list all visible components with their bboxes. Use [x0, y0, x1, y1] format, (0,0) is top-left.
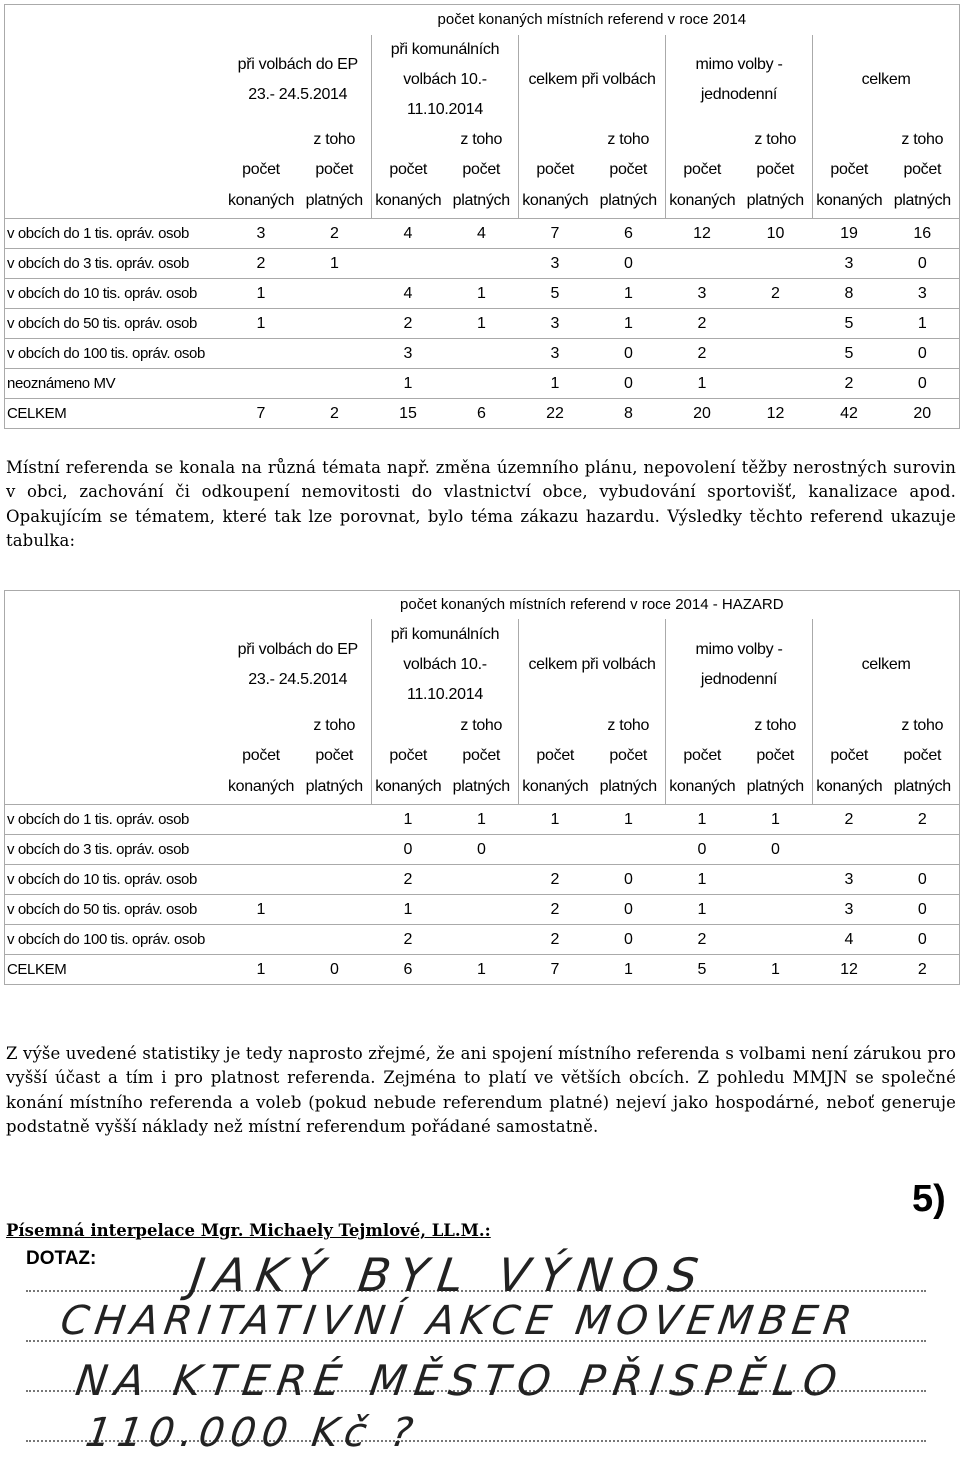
- ztoho-label: z toho: [754, 130, 797, 148]
- table-cell: 0: [592, 339, 666, 369]
- platnych-label: platných: [886, 771, 960, 805]
- group-header-mimo-volby: mimo volby - jednodenní: [666, 35, 813, 125]
- table-cell: 2: [666, 309, 739, 339]
- table-cell: 4: [445, 219, 519, 249]
- table-cell: 1: [886, 309, 960, 339]
- table-cell: 2: [813, 369, 886, 399]
- table-cell: 1: [592, 805, 666, 835]
- table-cell: [739, 339, 813, 369]
- pocet-label: počet: [813, 741, 886, 771]
- table-cell: 3: [519, 339, 592, 369]
- table-title: počet konaných místních referend v roce 2014 - HAZARD: [225, 591, 960, 619]
- row-label: CELKEM: [5, 955, 225, 985]
- row-label: v obcích do 10 tis. opráv. osob: [5, 865, 225, 895]
- table-row: [5, 955, 960, 985]
- group-header-celkem-volby: celkem při volbách: [519, 619, 666, 711]
- question-label: DOTAZ:: [26, 1248, 97, 1269]
- referenda-table: [4, 4, 960, 429]
- konanych-label: konaných: [813, 771, 886, 805]
- table-cell: [445, 925, 519, 955]
- question-form: [26, 1248, 960, 1469]
- table-cell: 3: [813, 249, 886, 279]
- table-row: [5, 925, 960, 955]
- table-cell: [298, 865, 372, 895]
- table-cell: 1: [592, 309, 666, 339]
- table-cell: 5: [666, 955, 739, 985]
- table-cell: 2: [372, 865, 445, 895]
- table-cell: 5: [813, 339, 886, 369]
- group-header-ep: při volbách do EP 23.- 24.5.2014: [237, 55, 358, 103]
- table-cell: 1: [592, 955, 666, 985]
- table-cell: [519, 835, 592, 865]
- ztoho-label: z toho: [754, 716, 797, 734]
- ztoho-label: z toho: [607, 130, 650, 148]
- platnych-label: platných: [599, 778, 657, 796]
- table-cell: 1: [445, 309, 519, 339]
- pocet-label: počet: [666, 741, 739, 771]
- table-cell: [298, 895, 372, 925]
- pocet-label: počet: [242, 746, 280, 764]
- platnych-label: platných: [452, 192, 510, 210]
- table-cell: 3: [886, 279, 960, 309]
- table-cell: 2: [519, 865, 592, 895]
- pocet-label: počet: [315, 746, 354, 764]
- table-cell: [445, 865, 519, 895]
- ztoho-label: z toho: [313, 130, 356, 148]
- table-cell: 3: [519, 309, 592, 339]
- handwritten-line-2: CHARITATIVNÍ AKCE MOVEMBER: [57, 1298, 861, 1344]
- table-cell: 8: [813, 279, 886, 309]
- table-cell: 1: [225, 309, 298, 339]
- pocet-label: počet: [372, 155, 445, 185]
- table-cell: [298, 339, 372, 369]
- group-header-ep: při volbách do EP 23.- 24.5.2014: [237, 640, 358, 688]
- table-cell: 1: [225, 895, 298, 925]
- ztoho-label: z toho: [313, 716, 356, 734]
- table-cell: 2: [813, 805, 886, 835]
- row-label: v obcích do 50 tis. opráv. osob: [5, 309, 225, 339]
- table-cell: 1: [666, 865, 739, 895]
- table-cell: 2: [372, 309, 445, 339]
- paragraph-conclusion: Z výše uvedené statistiky je tedy naprosto zřejmé, že ani spojení místního referenda s volbami není zárukou pro vyšší účast a tím i pro platnost referenda. Zejména to platí ve větších obcích. Z pohledu MMJN se společné konání místního referenda a voleb (pokud nebude referendum platné) nejeví jako hospodárné, neboť generuje podstatně vyšší náklady než místní referendum pořádané samostatně.: [6, 1043, 956, 1137]
- platnych-label: platných: [746, 778, 804, 796]
- row-label: CELKEM: [5, 399, 225, 429]
- row-label: v obcích do 100 tis. opráv. osob: [5, 925, 225, 955]
- handwritten-line-4: 110.000 Kč ?: [82, 1410, 422, 1456]
- table-cell: 0: [592, 925, 666, 955]
- table-cell: 0: [666, 835, 739, 865]
- table-cell: 0: [886, 925, 960, 955]
- table-cell: 2: [298, 399, 372, 429]
- table-cell: 22: [519, 399, 592, 429]
- table-cell: 0: [592, 249, 666, 279]
- table-cell: [298, 805, 372, 835]
- table-cell: 42: [813, 399, 886, 429]
- ztoho-label: z toho: [886, 125, 960, 155]
- table-cell: [298, 309, 372, 339]
- table-cell: 1: [666, 805, 739, 835]
- table-cell: [445, 339, 519, 369]
- table-cell: [298, 835, 372, 865]
- pocet-label: počet: [609, 160, 648, 178]
- table-cell: 4: [372, 219, 445, 249]
- item-number: 5): [912, 1178, 946, 1220]
- table-cell: 1: [739, 805, 813, 835]
- table-row: [5, 219, 960, 249]
- pocet-label: počet: [756, 746, 795, 764]
- table-cell: 0: [886, 249, 960, 279]
- table-cell: [372, 249, 445, 279]
- pocet-label: počet: [519, 155, 592, 185]
- table-cell: 10: [739, 219, 813, 249]
- table-cell: 0: [886, 339, 960, 369]
- pocet-label: počet: [315, 160, 354, 178]
- table-cell: [225, 925, 298, 955]
- table-cell: 1: [445, 955, 519, 985]
- table-cell: 6: [592, 219, 666, 249]
- group-header-mimo-volby: mimo volby - jednodenní: [666, 619, 813, 711]
- table-cell: 1: [372, 369, 445, 399]
- pocet-label: počet: [462, 746, 501, 764]
- table-cell: 3: [225, 219, 298, 249]
- table-cell: [739, 895, 813, 925]
- table-cell: 0: [592, 369, 666, 399]
- table-cell: 6: [372, 955, 445, 985]
- table-cell: [225, 805, 298, 835]
- row-label: v obcích do 10 tis. opráv. osob: [5, 279, 225, 309]
- paragraph-topics: Místní referenda se konala na různá témata např. změna územního plánu, nepovolení těžby nerostných surovin v obci, zachování či odkoupení nemovitosti do vlastnictví obce, vybudování sportovišť, kanalizace apod. Opakujícím se tématem, které tak lze porovnat, bylo téma zákazu hazardu. Výsledky těchto referend ukazuje tabulka:: [6, 457, 956, 551]
- row-label: v obcích do 50 tis. opráv. osob: [5, 895, 225, 925]
- pocet-label: počet: [886, 741, 960, 771]
- table-cell: 1: [372, 805, 445, 835]
- table-cell: 1: [592, 279, 666, 309]
- table-cell: 20: [666, 399, 739, 429]
- table-cell: [886, 835, 960, 865]
- table-cell: 2: [666, 925, 739, 955]
- table-cell: 0: [445, 835, 519, 865]
- table-cell: 16: [886, 219, 960, 249]
- table-cell: 12: [739, 399, 813, 429]
- table-cell: 1: [666, 369, 739, 399]
- pocet-label: počet: [609, 746, 648, 764]
- platnych-label: platných: [886, 185, 960, 219]
- pocet-label: počet: [666, 155, 739, 185]
- pocet-label: počet: [519, 741, 592, 771]
- table-cell: [445, 369, 519, 399]
- table-cell: 4: [372, 279, 445, 309]
- table-cell: 5: [519, 279, 592, 309]
- table-cell: 15: [372, 399, 445, 429]
- table-cell: 2: [739, 279, 813, 309]
- pocet-label: počet: [242, 160, 280, 178]
- table-cell: [298, 925, 372, 955]
- table-row: [5, 339, 960, 369]
- table-cell: 1: [445, 279, 519, 309]
- row-label: neoznámeno MV: [5, 369, 225, 399]
- pocet-label: počet: [886, 155, 960, 185]
- table-cell: 19: [813, 219, 886, 249]
- konanych-label: konaných: [227, 192, 295, 210]
- ztoho-label: z toho: [607, 716, 650, 734]
- ztoho-label: z toho: [460, 716, 503, 734]
- table-cell: 5: [813, 309, 886, 339]
- table-cell: 1: [372, 895, 445, 925]
- handwritten-line-3: NA KTERÉ MĚSTO PŘISPĚLO: [72, 1356, 848, 1405]
- table-cell: 8: [592, 399, 666, 429]
- row-label: v obcích do 3 tis. opráv. osob: [5, 249, 225, 279]
- konanych-label: konaných: [519, 185, 592, 219]
- table-cell: [739, 925, 813, 955]
- table-cell: [225, 339, 298, 369]
- table-cell: [739, 309, 813, 339]
- table-cell: 2: [519, 925, 592, 955]
- konanych-label: konaných: [813, 185, 886, 219]
- table-cell: 2: [372, 925, 445, 955]
- platnych-label: platných: [305, 778, 363, 796]
- table-cell: 2: [886, 955, 960, 985]
- konanych-label: konaných: [372, 185, 445, 219]
- table-cell: [592, 835, 666, 865]
- platnych-label: platných: [452, 778, 510, 796]
- ztoho-label: z toho: [460, 130, 503, 148]
- platnych-label: platných: [599, 192, 657, 210]
- handwritten-line-1: JAKÝ BYL VÝNOS: [187, 1248, 712, 1302]
- table-cell: [298, 279, 372, 309]
- group-header-celkem: celkem: [813, 619, 960, 711]
- table-cell: 3: [372, 339, 445, 369]
- row-label: v obcích do 3 tis. opráv. osob: [5, 835, 225, 865]
- table-cell: 0: [886, 865, 960, 895]
- hazard-referenda-table: [4, 590, 960, 985]
- table-cell: [445, 895, 519, 925]
- table-row: [5, 369, 960, 399]
- pocet-label: počet: [756, 160, 795, 178]
- table-row: [5, 309, 960, 339]
- table-cell: 0: [886, 369, 960, 399]
- table-cell: 2: [886, 805, 960, 835]
- table-cell: [298, 369, 372, 399]
- table-cell: 0: [592, 895, 666, 925]
- konanych-label: konaných: [372, 771, 445, 805]
- interpellation-heading: Písemná interpelace Mgr. Michaely Tejmlové, LL.M.:: [6, 1221, 491, 1240]
- table-cell: [813, 835, 886, 865]
- table-cell: 1: [445, 805, 519, 835]
- table-cell: 7: [519, 219, 592, 249]
- konanych-label: konaných: [666, 771, 739, 805]
- table-cell: [225, 369, 298, 399]
- table-row: [5, 865, 960, 895]
- table-cell: 3: [813, 895, 886, 925]
- table-row: [5, 805, 960, 835]
- table-cell: 2: [519, 895, 592, 925]
- konanych-label: konaných: [519, 771, 592, 805]
- table-cell: [445, 249, 519, 279]
- table-cell: 12: [666, 219, 739, 249]
- table-cell: 1: [225, 279, 298, 309]
- table-cell: [225, 865, 298, 895]
- table-cell: 4: [813, 925, 886, 955]
- table-row: [5, 835, 960, 865]
- row-label: v obcích do 1 tis. opráv. osob: [5, 805, 225, 835]
- table-cell: 3: [666, 279, 739, 309]
- table-cell: 1: [519, 805, 592, 835]
- platnych-label: platných: [746, 192, 804, 210]
- platnych-label: platných: [305, 192, 363, 210]
- table-cell: [225, 835, 298, 865]
- table-cell: 1: [739, 955, 813, 985]
- row-label: v obcích do 1 tis. opráv. osob: [5, 219, 225, 249]
- table-title: počet konaných místních referend v roce 2014: [225, 5, 960, 35]
- konanych-label: konaných: [227, 778, 295, 796]
- table-cell: 12: [813, 955, 886, 985]
- table-row: [5, 399, 960, 429]
- table-cell: 0: [592, 865, 666, 895]
- table-cell: [666, 249, 739, 279]
- table-cell: 2: [666, 339, 739, 369]
- table-cell: 0: [372, 835, 445, 865]
- group-header-celkem: celkem: [813, 35, 960, 125]
- row-label: v obcích do 100 tis. opráv. osob: [5, 339, 225, 369]
- ztoho-label: z toho: [886, 711, 960, 741]
- group-header-komunalni: při komunálních volbách 10.- 11.10.2014: [372, 619, 519, 711]
- table-cell: 1: [298, 249, 372, 279]
- table-cell: 0: [886, 895, 960, 925]
- pocet-label: počet: [462, 160, 501, 178]
- table-cell: 1: [666, 895, 739, 925]
- group-header-celkem-volby: celkem při volbách: [519, 35, 666, 125]
- table-cell: [739, 249, 813, 279]
- table-row: [5, 279, 960, 309]
- table-cell: 6: [445, 399, 519, 429]
- table-cell: [739, 865, 813, 895]
- pocet-label: počet: [372, 741, 445, 771]
- group-header-komunalni: při komunálních volbách 10.- 11.10.2014: [372, 35, 519, 125]
- table-cell: 0: [298, 955, 372, 985]
- table-cell: 2: [298, 219, 372, 249]
- table-cell: 1: [225, 955, 298, 985]
- table-cell: 7: [225, 399, 298, 429]
- table-cell: 3: [519, 249, 592, 279]
- konanych-label: konaných: [666, 185, 739, 219]
- table-cell: 1: [519, 369, 592, 399]
- table-cell: 2: [225, 249, 298, 279]
- table-cell: 20: [886, 399, 960, 429]
- table-cell: 7: [519, 955, 592, 985]
- table-cell: [739, 369, 813, 399]
- table-cell: 0: [739, 835, 813, 865]
- pocet-label: počet: [813, 155, 886, 185]
- table-row: [5, 895, 960, 925]
- table-cell: 3: [813, 865, 886, 895]
- table-row: [5, 249, 960, 279]
